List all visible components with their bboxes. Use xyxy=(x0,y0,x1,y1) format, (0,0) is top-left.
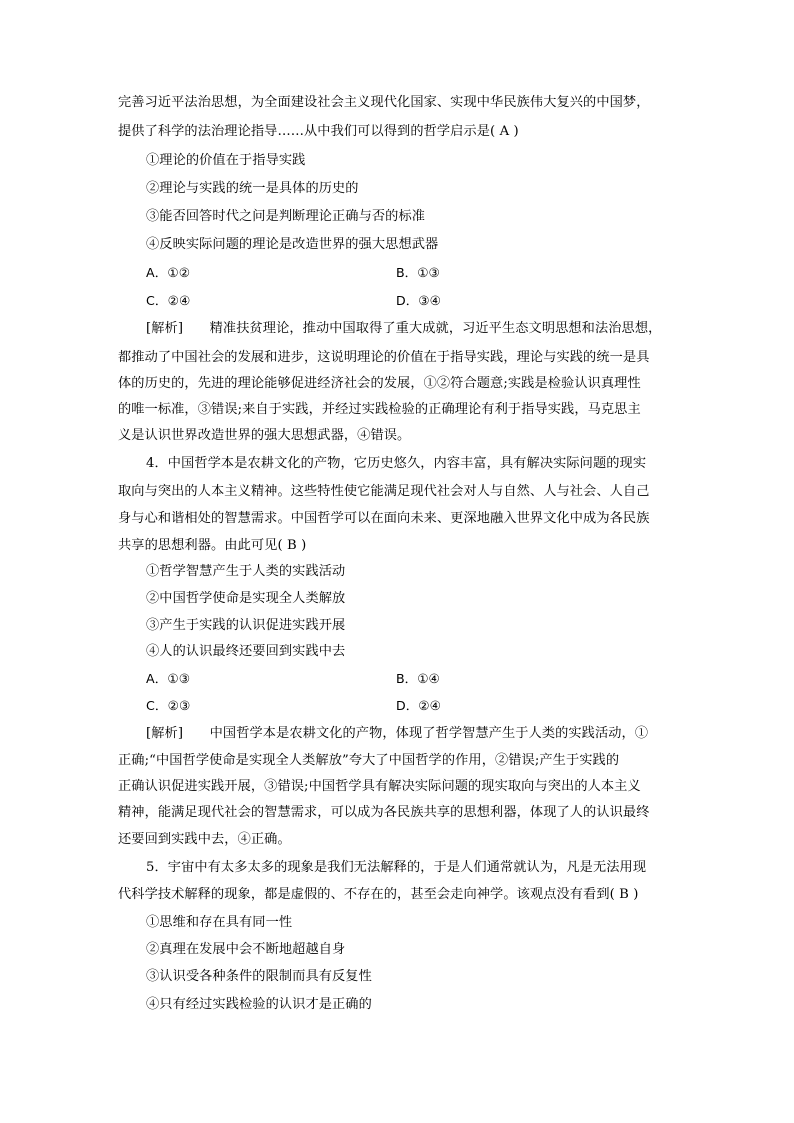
q4-stem-line-3: 身与心和谐相处的智慧需求。中国哲学可以在面向未来、更深地融入世界文化中成为各民族 xyxy=(118,511,650,526)
q4-stem-line-1: 4．中国哲学本是农耕文化的产物，它历史悠久，内容丰富，具有解决实际问题的现实 xyxy=(146,456,647,471)
q3-analysis-line-2: 都推动了中国社会的发展和进步，这说明理论的价值在于指导实践，理论与实践的统一是具 xyxy=(118,350,650,365)
q3-statement-2: ②理论与实践的统一是具体的历史的 xyxy=(146,181,359,196)
q3-analysis-line-3: 体的历史的，先进的理论能够促进经济社会的发展，①②符合题意;实践是检验认识真理性 xyxy=(118,376,641,391)
q3-statement-3: ③能否回答时代之问是判断理论正确与否的标准 xyxy=(146,209,426,224)
q3-analysis-line-4: 的唯一标准，③错误;来自于实践，并经过实践检验的正确理论有利于指导实践，马克思主 xyxy=(118,402,641,417)
q5-stem-line-1: 5．宇宙中有太多太多的现象是我们无法解释的，于是人们通常就认为，凡是无法用现 xyxy=(146,860,647,875)
q4-option-c: C．②③ xyxy=(146,698,191,713)
q4-analysis-line-1: [解析] 中国哲学本是农耕文化的产物，体现了哲学智慧产生于人类的实践活动，① xyxy=(146,726,649,741)
q3-option-b: B．①③ xyxy=(396,265,440,280)
q3-statement-1: ①理论的价值在于指导实践 xyxy=(146,153,306,168)
q5-statement-3: ③认识受各种条件的限制而具有反复性 xyxy=(146,969,372,984)
q5-statement-2: ②真理在发展中会不断地超越自身 xyxy=(146,942,346,957)
q4-statement-4: ④人的认识最终还要回到实践中去 xyxy=(146,644,346,659)
q4-option-d: D．②④ xyxy=(396,698,441,713)
q3-analysis-line-1: [解析] 精准扶贫理论，推动中国取得了重大成就，习近平生态文明思想和法治思想， xyxy=(146,321,662,336)
q4-analysis-line-2: 正确;“中国哲学使命是实现全人类解放”夸大了中国哲学的作用，②错误;产生于实践的 xyxy=(118,753,620,768)
q4-statement-3: ③产生于实践的认识促进实践开展 xyxy=(146,618,346,633)
q4-statement-2: ②中国哲学使命是实现全人类解放 xyxy=(146,591,346,606)
q4-analysis-line-4: 精神，能满足现代社会的智慧需求，可以成为各民族共享的思想利器，体现了人的认识最终 xyxy=(118,805,650,820)
q5-statement-1: ①思维和存在具有同一性 xyxy=(146,915,293,930)
q4-option-b: B．①④ xyxy=(396,671,440,686)
q4-analysis-line-3: 正确认识促进实践开展，③错误;中国哲学具有解决实际问题的现实取向与突出的人本主义 xyxy=(118,779,641,794)
q5-stem-line-2: 代科学技术解释的现象，都是虚假的、不存在的，甚至会走向神学。该观点没有看到( B ) xyxy=(118,887,639,902)
q3-analysis-line-5: 义是认识世界改造世界的强大思想武器，④错误。 xyxy=(118,428,411,443)
q3-stem-line-2: 提供了科学的法治理论指导……从中我们可以得到的哲学启示是( A ) xyxy=(118,124,519,139)
q3-option-d: D．③④ xyxy=(396,293,441,308)
q5-statement-4: ④只有经过实践检验的认识才是正确的 xyxy=(146,997,372,1012)
q4-statement-1: ①哲学智慧产生于人类的实践活动 xyxy=(146,564,346,579)
q4-stem-line-4: 共享的思想利器。由此可见( B ) xyxy=(118,538,307,553)
q4-analysis-line-5: 还要回到实践中去，④正确。 xyxy=(118,832,291,847)
q4-stem-line-2: 取向与突出的人本主义精神。这些特性使它能满足现代社会对人与自然、人与社会、人自己 xyxy=(118,484,650,499)
q3-option-a: A．①② xyxy=(146,265,191,280)
q3-option-c: C．②④ xyxy=(146,293,191,308)
q3-stem-line-1: 完善习近平法治思想，为全面建设社会主义现代化国家、实现中华民族伟大复兴的中国梦， xyxy=(118,95,650,110)
q4-option-a: A．①③ xyxy=(146,671,191,686)
q3-statement-4: ④反映实际问题的理论是改造世界的强大思想武器 xyxy=(146,237,439,252)
